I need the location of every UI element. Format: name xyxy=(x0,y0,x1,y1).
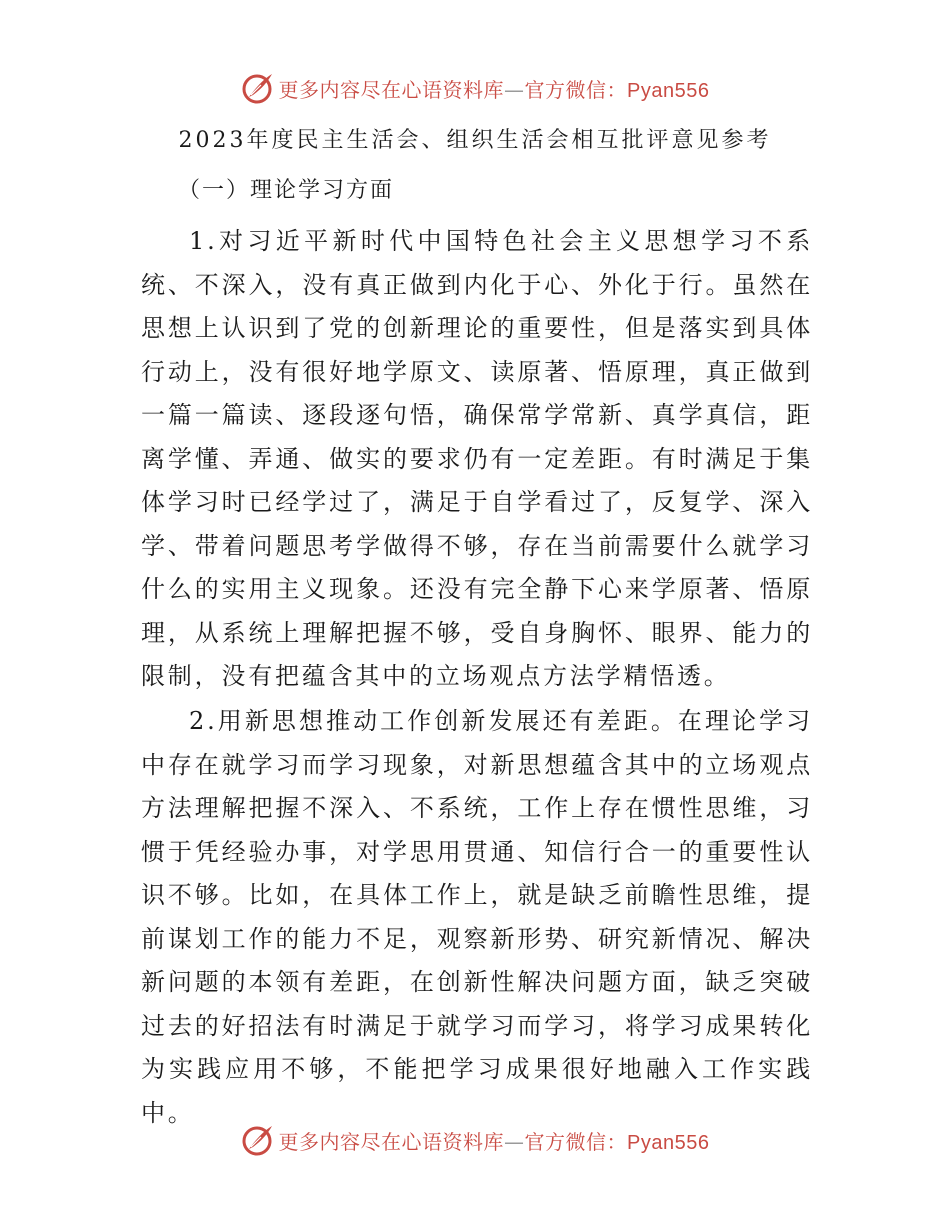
feather-pen-logo-icon xyxy=(241,1123,275,1157)
watermark-tail: 官方微信： xyxy=(524,77,628,102)
document-title: 2023年度民主生活会、组织生活会相互批评意见参考 xyxy=(178,128,772,153)
watermark-dash: — xyxy=(504,77,525,102)
paragraph-2: 2.用新思想推动工作创新发展还有差距。在理论学习中存在就学习而学习现象，对新思想蕴含其中的立场观点方法理解把握不深入、不系统，工作上存在惯性思维，习惯于凭经验办事，对学思用贯通、知信行合一的重要性认识不够。比如，在具体工作上，就是缺乏前瞻性思维，提前谋划工作的能力不足，观察新形势、研究新情况、解决新问题的本领有差距，在创新性解决问题方面，缺乏突破过去的好招法有时满足于就学习而学习，将学习成果转化为实践应用不够，不能把学习成果很好地融入工作实践中。 xyxy=(141,707,813,1127)
feather-pen-logo-icon xyxy=(241,71,275,105)
watermark-main: 更多内容尽在心语资料库 xyxy=(278,77,505,102)
watermark-text xyxy=(279,1126,710,1155)
watermark-handle: Pyan556 xyxy=(627,79,710,102)
watermark-dash: — xyxy=(504,1129,525,1154)
watermark-footer xyxy=(0,1120,950,1160)
watermark-text xyxy=(279,74,710,103)
watermark-handle: Pyan556 xyxy=(627,1131,710,1154)
watermark-tail: 官方微信： xyxy=(524,1129,628,1154)
section-heading: （一）理论学习方面 xyxy=(178,178,395,203)
watermark-main: 更多内容尽在心语资料库 xyxy=(278,1129,505,1154)
paragraph-1: 1.对习近平新时代中国特色社会主义思想学习不系统、不深入，没有真正做到内化于心、外化于行。虽然在思想上认识到了党的创新理论的重要性，但是落实到具体行动上，没有很好地学原文、读原著、悟原理，真正做到一篇一篇读、逐段逐句悟，确保常学常新、真学真信，距离学懂、弄通、做实的要求仍有一定差距。有时满足于集体学习时已经学过了，满足于自学看过了，反复学、深入学、带着问题思考学做得不够，存在当前需要什么就学习什么的实用主义现象。还没有完全静下心来学原著、悟原理，从系统上理解把握不够，受自身胸怀、眼界、能力的限制，没有把蕴含其中的立场观点方法学精悟透。 xyxy=(141,227,813,690)
watermark-header xyxy=(0,68,950,108)
